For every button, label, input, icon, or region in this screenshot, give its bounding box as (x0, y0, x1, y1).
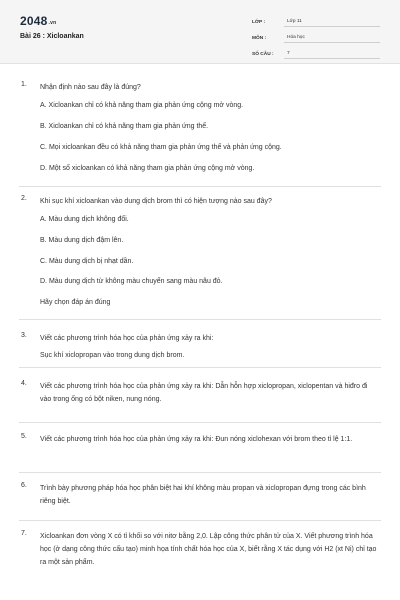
logo-number: 2048 (20, 14, 48, 28)
divider (19, 520, 381, 521)
meta-value: 7 (284, 51, 380, 59)
question-text: Trình bày phương pháp hóa học phân biệt hai khí không màu propan và xiclopropan đựng trong các bình riêng biệt. (40, 485, 366, 505)
meta-row-count (252, 45, 380, 59)
meta-value: Hóa học (284, 35, 380, 43)
meta-label: MÔN : (252, 36, 267, 41)
answer-option-d[interactable]: D. Một số xicloankan có khả năng tham gia phản ứng cộng mở vòng. (40, 165, 255, 172)
divider (19, 367, 381, 368)
lesson-title: Bài 26 : Xicloankan (20, 33, 84, 40)
meta-label: LỚP : (252, 20, 266, 25)
divider (19, 422, 381, 423)
question-text: Khi sục khí xicloankan vào dung dịch brom thì có hiện tượng nào sau đây? (40, 198, 272, 205)
logo-tld: .vn (48, 20, 57, 26)
question-number: 7. (21, 530, 27, 537)
lesson-meta (252, 13, 380, 61)
answer-option-a[interactable]: A. Màu dung dịch không đổi. (40, 216, 129, 223)
question-text: Nhận định nào sau đây là đúng? (40, 84, 141, 91)
question-number: 5. (21, 433, 27, 440)
question-text: Viết các phương trình hóa học của phản ứng xảy ra khi: (40, 335, 214, 342)
divider (19, 472, 381, 473)
answer-option-d[interactable]: D. Màu dung dịch từ không màu chuyển sang màu nâu đỏ. (40, 278, 223, 285)
question-number: 3. (21, 332, 27, 339)
question-number: 6. (21, 482, 27, 489)
question-number: 1. (21, 81, 27, 88)
question-subtext: Sục khí xiclopropan vào trong dung dịch brom. (40, 352, 185, 359)
question-number: 4. (21, 380, 27, 387)
question-text: Xicloankan đơn vòng X có tỉ khối so với nitơ bằng 2,0. Lập công thức phân tử của X. Viết phương trình hóa học (ở dạng công thức cấu tạo) minh họa tính chất hóa học của X, biết rằng X tác dụng với H2 (xt Ni) chỉ tạo ra một sản phẩm. (40, 533, 377, 566)
question-text: Viết các phương trình hóa học của phản ứng xảy ra khi: Dẫn hỗn hợp xiclopropan, xiclopentan và hiđro đi vào trong ống có bột niken, nung nóng. (40, 383, 368, 403)
divider (19, 186, 381, 187)
meta-label: SỐ CÂU : (252, 52, 274, 57)
question-number: 2. (21, 195, 27, 202)
answer-option-c[interactable]: C. Mọi xicloankan đều có khả năng tham gia phản ứng thế và phản ứng cộng. (40, 144, 282, 151)
question-text: Viết các phương trình hóa học của phản ứng xảy ra khi: Đun nóng xiclohexan với brom theo tỉ lệ 1:1. (40, 436, 353, 443)
answer-option-c[interactable]: C. Màu dung dịch bị nhạt dần. (40, 258, 134, 265)
meta-row-class (252, 13, 380, 27)
answer-option-b[interactable]: B. Màu dung dịch đậm lên. (40, 237, 124, 244)
answer-option-b[interactable]: B. Xicloankan chỉ có khả năng tham gia phản ứng thế. (40, 123, 209, 130)
meta-value: Lớp 11 (284, 19, 380, 27)
question-instruction: Hãy chọn đáp án đúng (40, 299, 111, 306)
meta-row-subject (252, 29, 380, 43)
answer-option-a[interactable]: A. Xicloankan chỉ có khả năng tham gia phản ứng cộng mở vòng. (40, 102, 244, 109)
page-header (0, 0, 400, 64)
site-logo[interactable] (20, 14, 56, 28)
divider (19, 319, 381, 320)
